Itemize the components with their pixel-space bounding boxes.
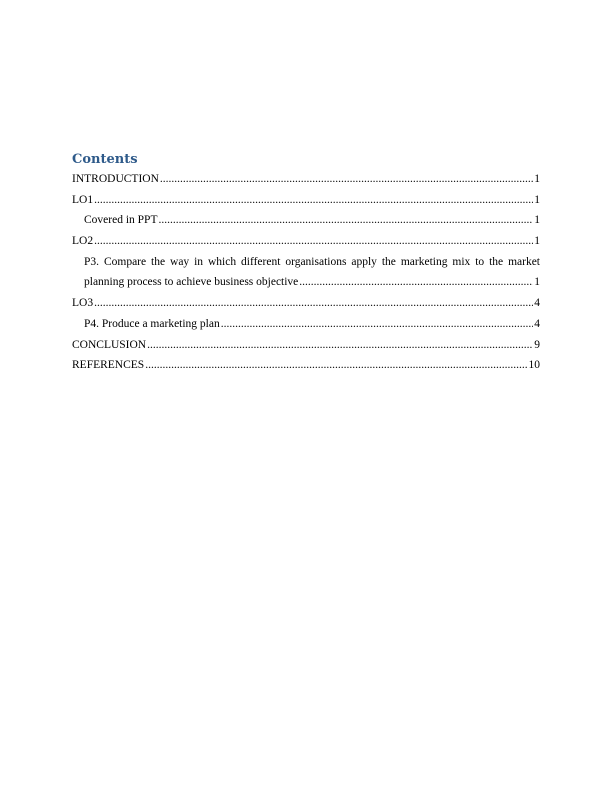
toc-entry-title: CONCLUSION — [72, 338, 147, 351]
toc-entry-title: INTRODUCTION — [72, 173, 159, 185]
toc-dot-leader — [145, 355, 527, 376]
toc-entry-p3[interactable] — [72, 252, 540, 293]
toc-entry-conclusion[interactable] — [72, 335, 540, 356]
toc-heading: Contents — [72, 152, 138, 167]
toc-entry-title: LO1 — [72, 193, 94, 206]
toc-dot-leader — [160, 169, 533, 190]
toc-entry-introduction[interactable] — [72, 169, 540, 190]
toc-entry-title-line-1: P3. Compare the way in which different organisations apply the marketing mix to the market — [84, 255, 540, 268]
toc-page-number: 4 — [534, 317, 540, 330]
toc-dot-leader — [299, 272, 533, 293]
toc-dot-leader — [94, 293, 533, 314]
toc-entry-covered-in-ppt[interactable] — [72, 210, 540, 231]
toc-dot-leader — [147, 335, 533, 356]
toc-list — [72, 169, 540, 376]
toc-dot-leader — [221, 314, 534, 335]
toc-dot-leader — [94, 190, 533, 211]
toc-entry-title: REFERENCES — [72, 359, 145, 372]
toc-entry-title-line-2: planning process to achieve business objective — [84, 276, 299, 289]
toc-page-number: 1 — [534, 214, 540, 227]
toc-entry-references[interactable] — [72, 355, 540, 376]
toc-page-number: 1 — [534, 276, 540, 289]
toc-entry-lo1[interactable] — [72, 190, 540, 211]
toc-entry-title: LO3 — [72, 297, 94, 310]
toc-page-number: 1 — [534, 193, 540, 206]
toc-entry-p4[interactable] — [72, 314, 540, 335]
toc-entry-title: P4. Produce a marketing plan — [84, 317, 220, 330]
toc-entry-lo2[interactable] — [72, 231, 540, 252]
toc-page-number: 4 — [534, 297, 540, 310]
toc-entry-title: LO2 — [72, 235, 94, 248]
toc-entry-second-line — [84, 272, 540, 293]
toc-dot-leader — [158, 210, 533, 231]
toc-dot-leader — [94, 231, 533, 252]
toc-entry-lo3[interactable] — [72, 293, 540, 314]
toc-page-number: 1 — [534, 173, 540, 185]
table-of-contents — [72, 150, 540, 376]
toc-page-number: 10 — [528, 359, 540, 372]
toc-entry-title: Covered in PPT — [84, 214, 158, 227]
toc-page-number: 9 — [534, 338, 540, 351]
toc-page-number: 1 — [534, 235, 540, 248]
